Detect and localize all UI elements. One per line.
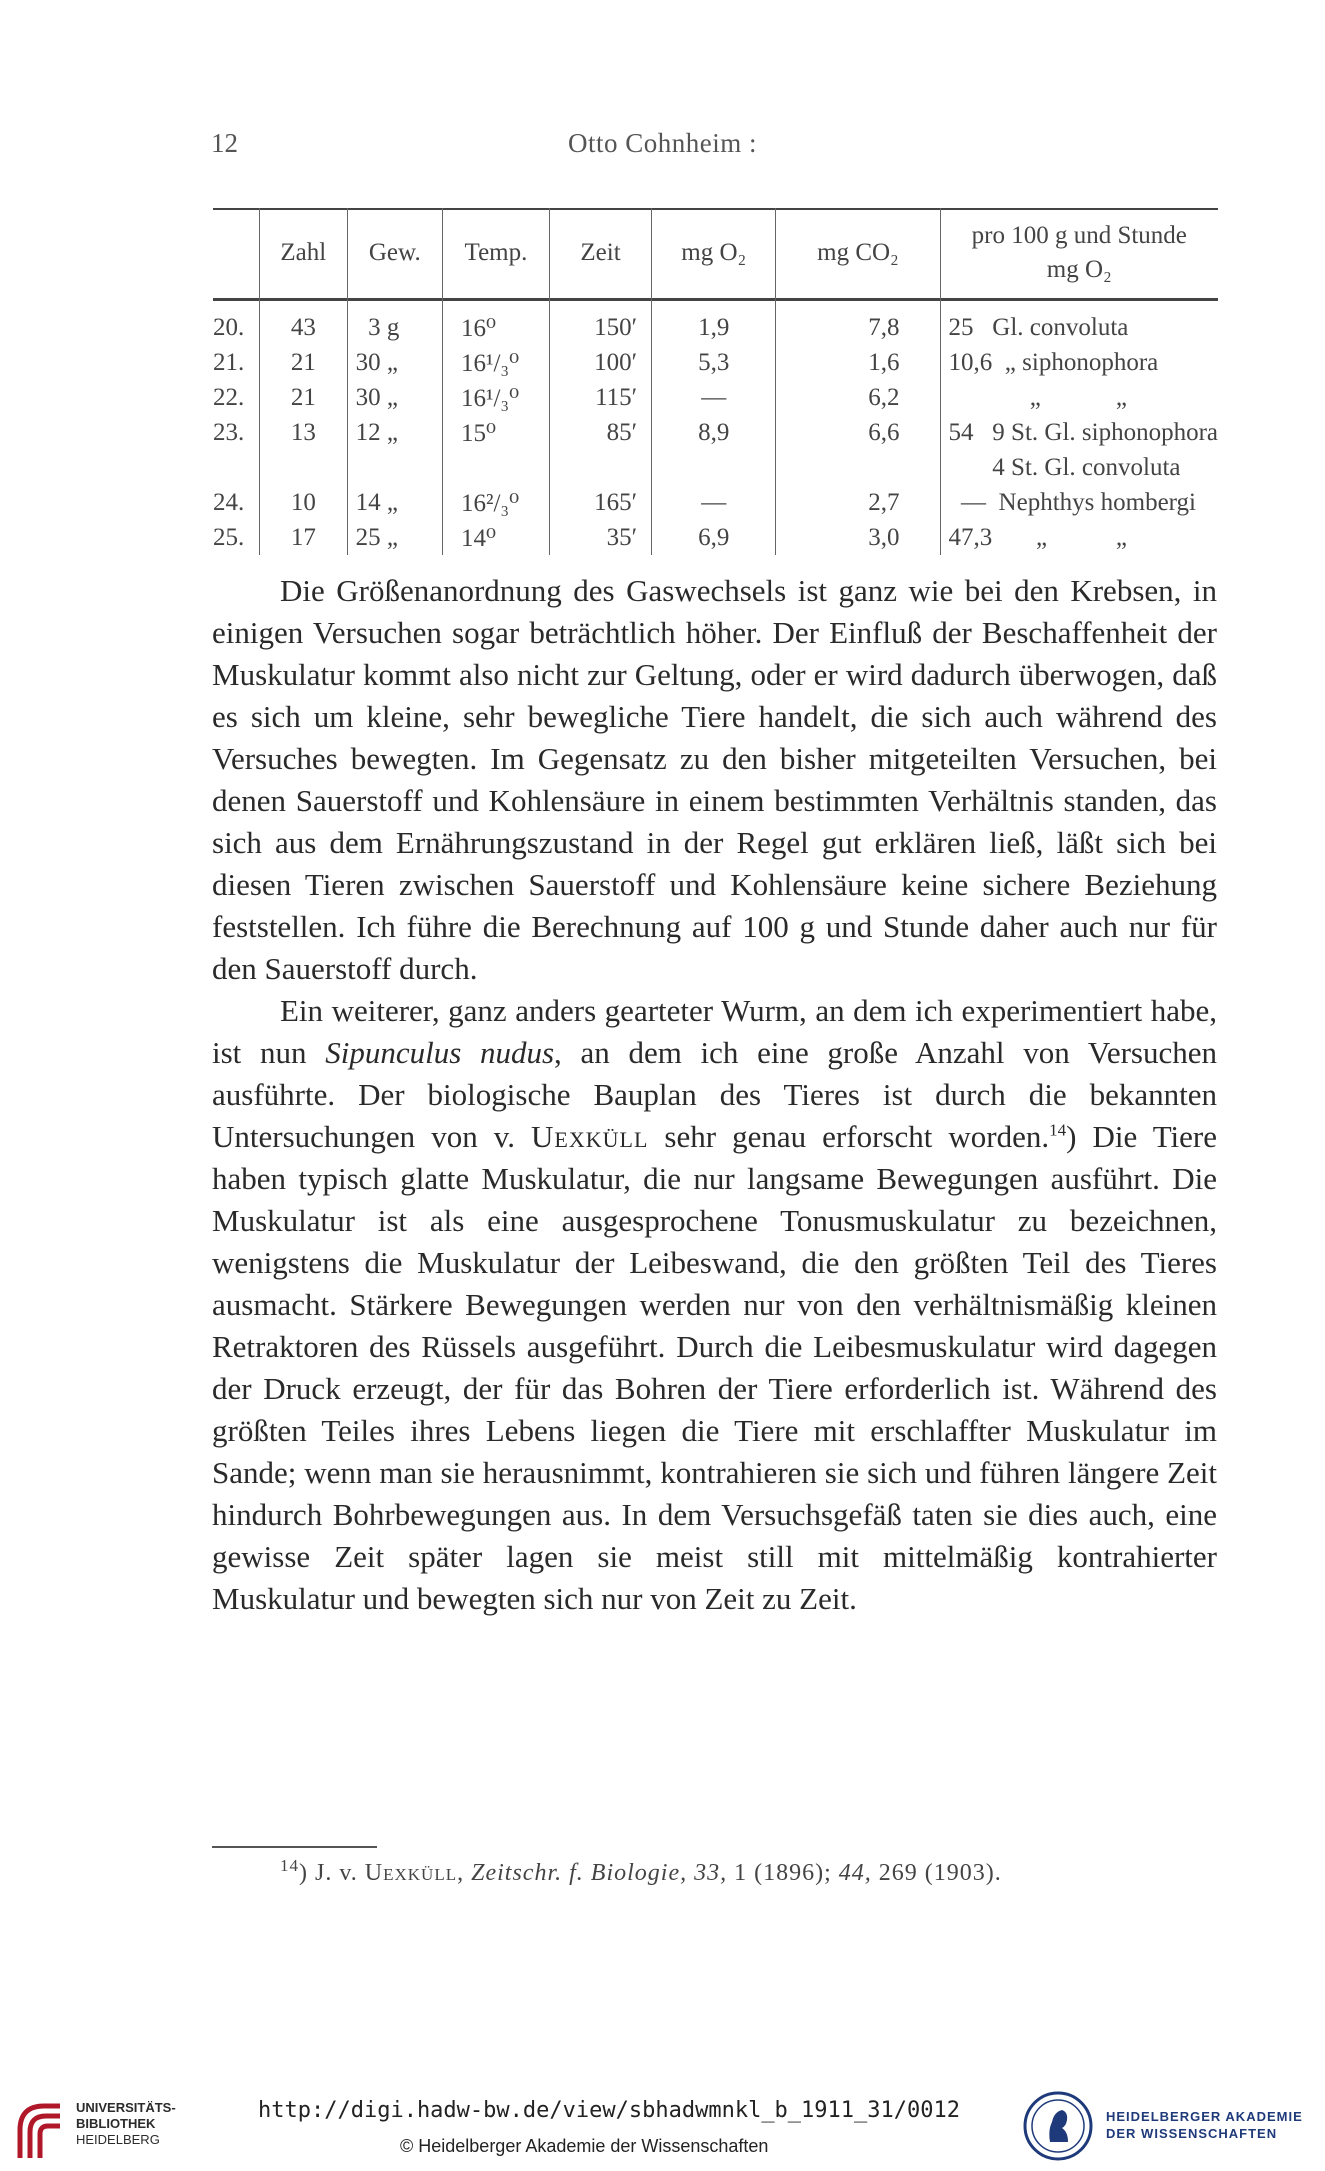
cell-temp: 14⁰ <box>442 520 549 555</box>
header-gew: Gew. <box>347 208 442 298</box>
cell-per-100g: „ „ <box>940 380 1218 415</box>
cell-co2: 2,7 <box>776 485 940 520</box>
paragraph-1: Die Größenanordnung des Gaswechsels ist ganz wie bei den Krebsen, in einigen Versuchen sogar beträchtlich höher. Der Einfluß der Beschaffenheit der Muskulatur kommt also nicht zur Geltung, oder er wird dadurch überwogen, daß es sich um kleine, sehr bewegliche Tiere handelt, die sich auch während des Versuches bewegten. Im Gegensatz zu den bisher mitgeteilten Versuchen, bei denen Sauerstoff und Kohlensäure in einem bestimmten Verhältnis standen, das sich aus dem Ernährungszustand in der Regel gut erklären ließ, läßt sich bei diesen Tieren zwischen Sauerstoff und Kohlensäure keine sichere Beziehung feststellen. Ich führe die Berechnung auf 100 g und Stunde daher auch nur für den Sauerstoff durch. <box>212 573 1217 986</box>
cell-zeit: 165′ <box>549 485 651 520</box>
cell-zahl: 43 <box>260 298 348 345</box>
cell-gew: 30 „ <box>347 380 442 415</box>
cell-num: 22. <box>213 383 245 411</box>
cell-temp: 16¹/₃⁰ <box>442 380 549 415</box>
cell-num: 23. <box>213 418 245 446</box>
cell-co2: 7,8 <box>776 298 940 345</box>
cell-o2: 8,9 <box>652 415 776 450</box>
cell-per-100g: 4 St. Gl. convoluta <box>940 450 1218 485</box>
cell-zeit <box>549 450 651 485</box>
cell-zahl: 21 <box>260 380 348 415</box>
footnote-number: 14 <box>280 1856 299 1875</box>
paragraph-2-text: ) Die Tiere haben typisch glatte Muskulatur, die nur langsame Bewegungen ausführt. Die Muskulatur ist als eine ausgesprochene Tonusmuskulatur zu bezeichnen, wenigstens die Muskulatur der Leibeswand, die den größten Teil des Tieres ausmacht. Stärkere Bewegungen werden nur von den verhältnismäßig kleinen Retraktoren des Rüssels ausgeführt. Durch die Leibesmuskulatur wird dagegen der Druck erzeugt, der für das Bohren der Tiere erforderlich ist. Während des größten Teiles ihres Lebens liegen die Tiere mit erschlaffter Muskulatur im Sande; wenn man sie herausnimmt, kontrahieren sie sich und führen längere Zeit hindurch Bohrbewegungen aus. In dem Versuchsgefäß taten sie dies auch, eine gewisse Zeit später lagen sie meist still mit mittelmäßig kontrahierter Muskulatur und bewegten sich nur von Zeit zu Zeit. <box>212 1119 1217 1616</box>
header-zeit: Zeit <box>549 208 651 298</box>
table-row <box>213 485 1218 520</box>
cell-temp: 16²/₃⁰ <box>442 485 549 520</box>
footnote-text: , <box>457 1860 472 1886</box>
cell-temp: 16¹/₃⁰ <box>442 345 549 380</box>
digitization-banner <box>0 2080 1325 2171</box>
footnote-author: Uexküll <box>364 1860 458 1886</box>
cell-temp <box>442 450 549 485</box>
cell-num: 24. <box>213 488 245 516</box>
table-header-row <box>213 208 1218 298</box>
cell-gew: 14 „ <box>347 485 442 520</box>
table-row <box>213 520 1218 555</box>
cell-zeit: 100′ <box>549 345 651 380</box>
cell-o2: 5,3 <box>652 345 776 380</box>
footnote <box>280 1856 1220 1887</box>
footnote-journal: Zeitschr. f. Biologie, 33, <box>471 1860 728 1886</box>
cell-per-100g: 47,3 „ „ <box>940 520 1218 555</box>
cell-num <box>213 450 260 485</box>
table-row <box>213 415 1218 450</box>
header-per-100g <box>940 208 1218 298</box>
cell-zeit: 115′ <box>549 380 651 415</box>
cell-co2 <box>776 450 940 485</box>
cell-co2: 1,6 <box>776 345 940 380</box>
cell-num: 21. <box>213 348 245 376</box>
cell-gew: 3 g <box>347 298 442 345</box>
header-temp: Temp. <box>442 208 549 298</box>
library-logo-line: HEIDELBERG <box>76 2132 160 2147</box>
cell-temp: 16⁰ <box>442 298 549 345</box>
footnote-rule <box>212 1846 377 1848</box>
header-zahl: Zahl <box>260 208 348 298</box>
paragraph-2-text: , an dem ich eine große Anzahl von Versuchen ausführte. Der biologische Bauplan des Tieres ist durch die bekannten Untersuchungen von v. <box>212 1035 1217 1154</box>
cell-zeit: 150′ <box>549 298 651 345</box>
cell-temp: 15⁰ <box>442 415 549 450</box>
species-name: Sipunculus nudus <box>325 1035 555 1070</box>
cell-o2: — <box>652 380 776 415</box>
header-index <box>213 208 260 298</box>
table-row <box>213 298 1218 345</box>
cell-o2: — <box>652 485 776 520</box>
cell-per-100g: 25 Gl. convoluta <box>940 298 1218 345</box>
cell-zeit: 85′ <box>549 415 651 450</box>
cell-zeit: 35′ <box>549 520 651 555</box>
running-head-author: Otto Cohnheim : <box>568 128 757 158</box>
footnote-reference[interactable]: 14 <box>1049 1120 1067 1140</box>
academy-name <box>1106 2108 1303 2142</box>
footnote-text: ) J. v. <box>299 1860 365 1886</box>
cell-zahl: 13 <box>260 415 348 450</box>
cell-o2: 6,9 <box>652 520 776 555</box>
header-per-100g-line2: mg O₂ <box>1046 256 1112 283</box>
header-co2: mg CO₂ <box>776 208 940 298</box>
paragraph-2-text: Ein weiterer, ganz anders gearteter Wurm, an dem ich experimentiert habe, ist nun <box>212 993 1217 1070</box>
cell-co2: 3,0 <box>776 520 940 555</box>
cell-zahl: 17 <box>260 520 348 555</box>
cell-co2: 6,6 <box>776 415 940 450</box>
page-number: 12 <box>211 128 238 158</box>
header-o2: mg O₂ <box>652 208 776 298</box>
cell-o2 <box>652 450 776 485</box>
library-logo-text <box>76 2100 176 2148</box>
cell-per-100g: 10,6 „ siphonophora <box>940 345 1218 380</box>
table-row <box>213 345 1218 380</box>
cell-zahl: 10 <box>260 485 348 520</box>
cell-gew <box>347 450 442 485</box>
academy-seal-icon <box>1022 2090 1094 2162</box>
author-name: Uexküll <box>531 1119 649 1154</box>
table-row <box>213 380 1218 415</box>
data-table-grid <box>213 208 1218 555</box>
cell-gew: 30 „ <box>347 345 442 380</box>
cell-o2: 1,9 <box>652 298 776 345</box>
library-logo-line: BIBLIOTHEK <box>76 2116 156 2131</box>
library-logo-line: UNIVERSITÄTS- <box>76 2100 176 2115</box>
cell-zahl: 21 <box>260 345 348 380</box>
footnote-text: 269 (1903). <box>871 1860 1002 1886</box>
cell-num: 25. <box>213 523 245 551</box>
academy-name-line: HEIDELBERGER AKADEMIE <box>1106 2109 1303 2124</box>
header-per-100g-line1: pro 100 g und Stunde <box>971 222 1187 249</box>
cell-num: 20. <box>213 313 245 341</box>
cell-zahl <box>260 450 348 485</box>
cell-co2: 6,2 <box>776 380 940 415</box>
paragraph-2-text: sehr genau erforscht worden. <box>648 1119 1050 1154</box>
cell-gew: 25 „ <box>347 520 442 555</box>
table-row <box>213 450 1218 485</box>
copyright-notice: © Heidelberger Akademie der Wissenschaften <box>400 2136 769 2156</box>
cell-per-100g: 54 9 St. Gl. siphonophora <box>940 415 1218 450</box>
body-text <box>212 570 1217 1620</box>
academy-name-line: DER WISSENSCHAFTEN <box>1106 2126 1278 2141</box>
footnote-text: 1 (1896); <box>727 1860 839 1886</box>
paragraph-2 <box>212 990 1217 1620</box>
cell-per-100g: — Nephthys hombergi <box>940 485 1218 520</box>
cell-gew: 12 „ <box>347 415 442 450</box>
footnote-volume: 44, <box>838 1860 872 1886</box>
permalink-url[interactable]: http://digi.hadw-bw.de/view/sbhadwmnkl_b_1911_31/0012 <box>258 2098 960 2123</box>
library-logo-icon <box>14 2100 64 2160</box>
